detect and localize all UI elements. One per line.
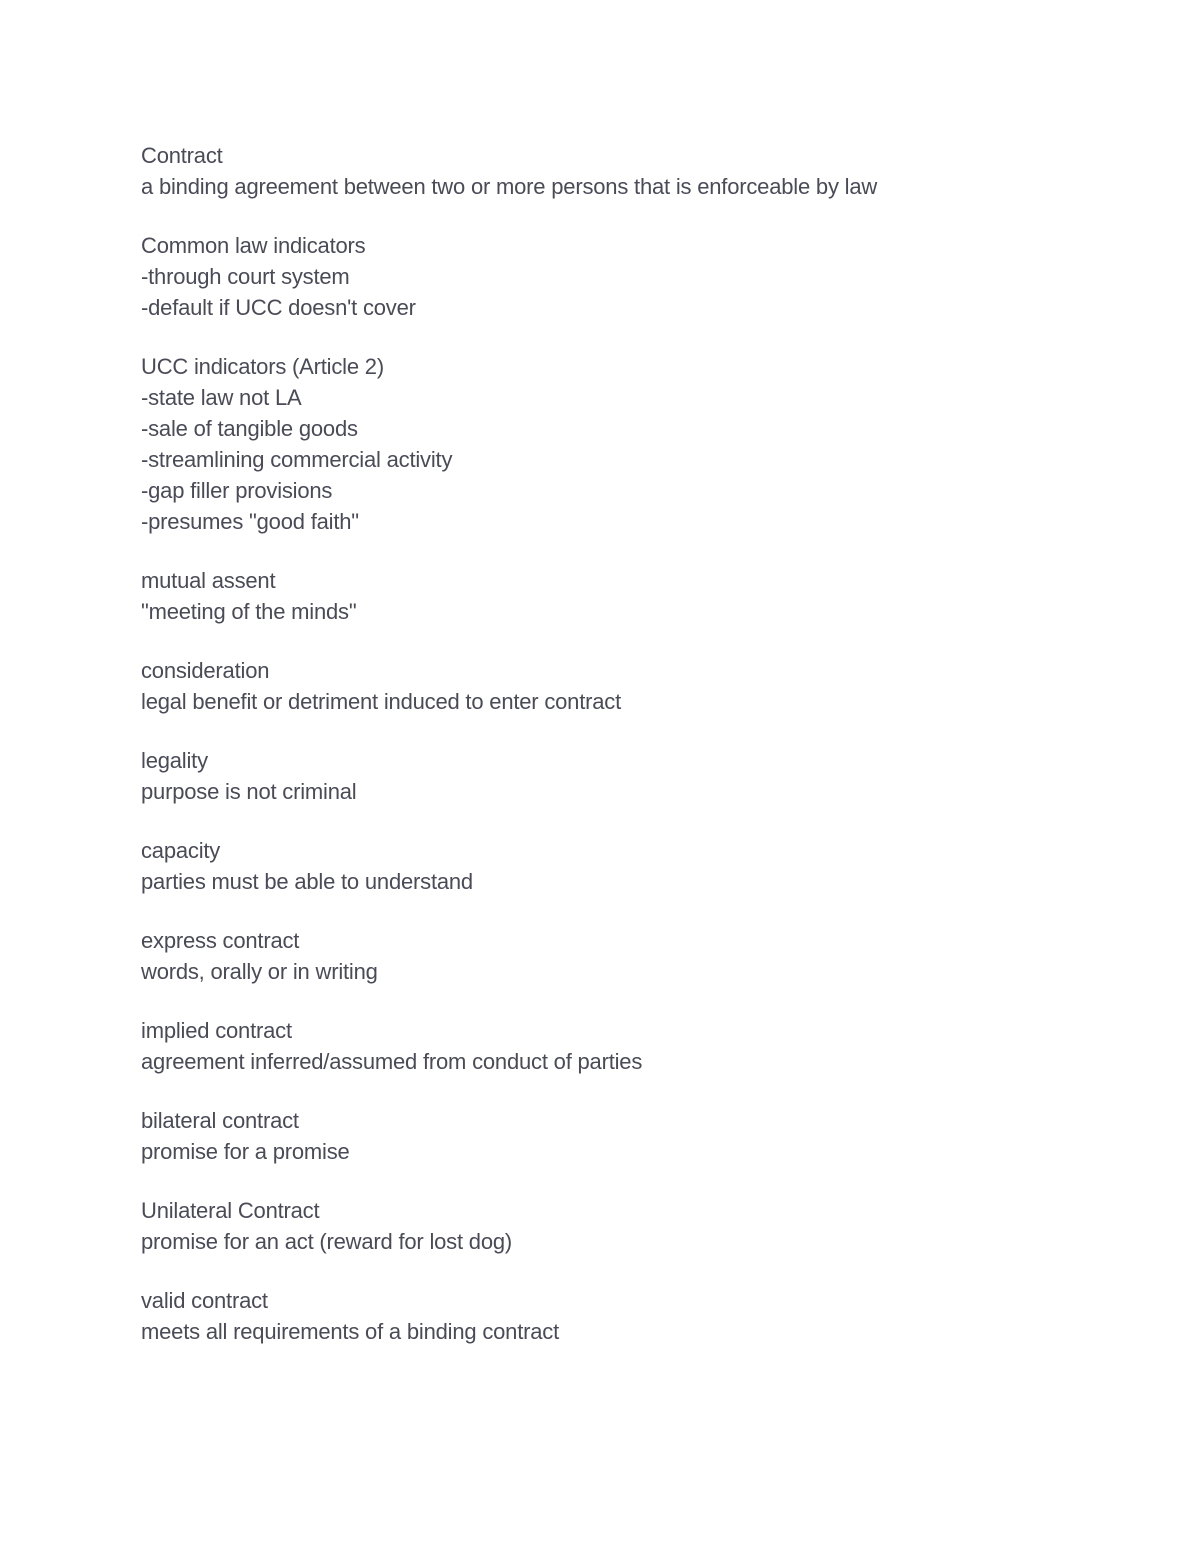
definition-line: legal benefit or detriment induced to enter contract xyxy=(141,689,622,714)
term: express contract xyxy=(141,928,300,953)
definition-line: -state law not LA xyxy=(141,385,302,410)
definition-line: parties must be able to understand xyxy=(141,869,473,894)
definition-line: -streamlining commercial activity xyxy=(141,447,453,472)
definition-line: promise for a promise xyxy=(141,1139,350,1164)
entry-contract xyxy=(141,140,1141,202)
term: Unilateral Contract xyxy=(141,1198,320,1223)
entry-legality xyxy=(141,745,1141,807)
entry-implied-contract xyxy=(141,1015,1141,1077)
term: Contract xyxy=(141,143,223,168)
term: capacity xyxy=(141,838,221,863)
entry-capacity xyxy=(141,835,1141,897)
entry-valid-contract xyxy=(141,1285,1141,1347)
term: implied contract xyxy=(141,1018,292,1043)
definition-line: "meeting of the minds" xyxy=(141,599,357,624)
definition-line: -through court system xyxy=(141,264,350,289)
definition-line: -default if UCC doesn't cover xyxy=(141,295,416,320)
term: mutual assent xyxy=(141,568,276,593)
term: Common law indicators xyxy=(141,233,366,258)
definition-line: -presumes "good faith" xyxy=(141,509,359,534)
term: legality xyxy=(141,748,208,773)
entry-consideration xyxy=(141,655,1141,717)
entry-express-contract xyxy=(141,925,1141,987)
document-page xyxy=(141,140,1141,1375)
term: valid contract xyxy=(141,1288,268,1313)
term: bilateral contract xyxy=(141,1108,299,1133)
definition-line: -sale of tangible goods xyxy=(141,416,358,441)
entry-mutual-assent xyxy=(141,565,1141,627)
entry-unilateral-contract xyxy=(141,1195,1141,1257)
term: consideration xyxy=(141,658,270,683)
definition-line: agreement inferred/assumed from conduct of parties xyxy=(141,1049,643,1074)
definition-line: -gap filler provisions xyxy=(141,478,333,503)
definition-line: purpose is not criminal xyxy=(141,779,357,804)
definition-line: a binding agreement between two or more persons that is enforceable by law xyxy=(141,174,878,199)
entry-bilateral-contract xyxy=(141,1105,1141,1167)
definition-line: words, orally or in writing xyxy=(141,959,378,984)
definition-line: meets all requirements of a binding contract xyxy=(141,1319,559,1344)
entry-ucc-indicators xyxy=(141,351,1141,537)
definition-line: promise for an act (reward for lost dog) xyxy=(141,1229,513,1254)
entry-common-law-indicators xyxy=(141,230,1141,323)
term: UCC indicators (Article 2) xyxy=(141,354,384,379)
